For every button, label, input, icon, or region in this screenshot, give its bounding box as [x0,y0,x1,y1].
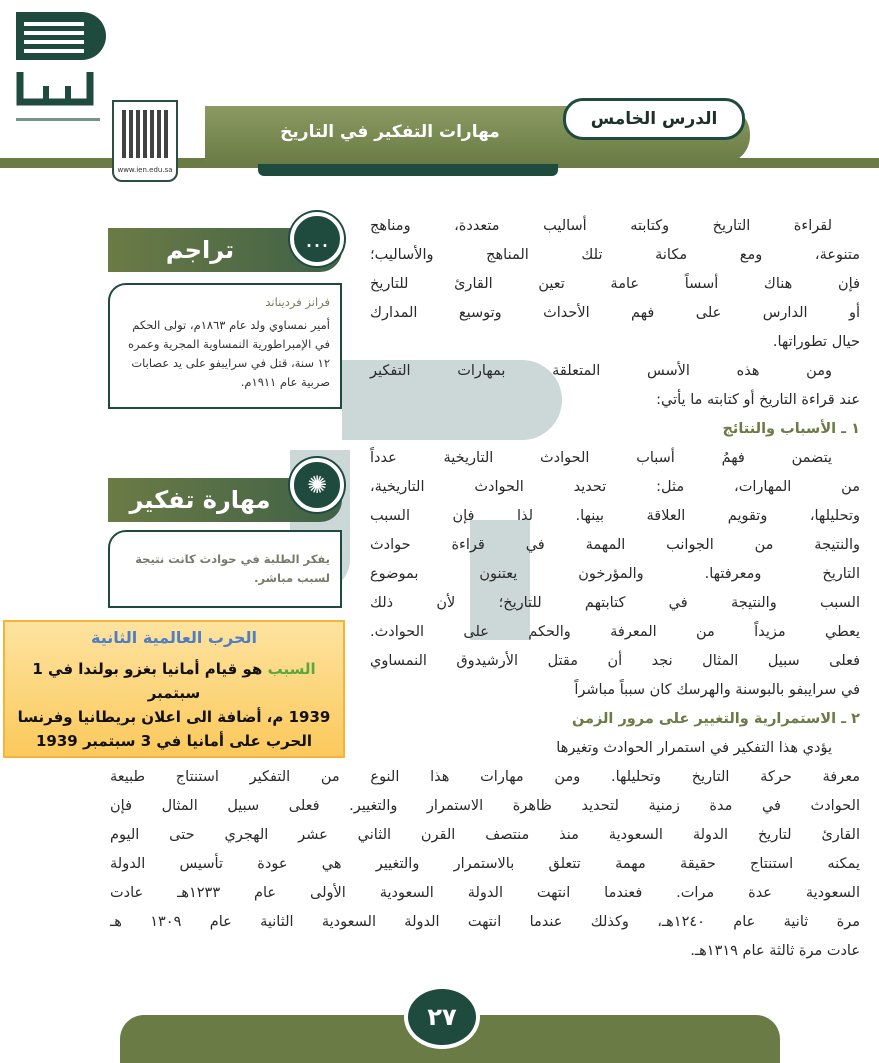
paragraph-line: السبب والنتيجة في كتابتهم للتاريخ؛ لأن ذلك [370,595,860,611]
qr-code-icon [122,110,170,158]
paragraph-line: لقراءة التاريخ وكتابته أساليب متعددة، ومناهج [370,218,832,234]
annotation-note [3,620,345,758]
paragraph-line: ومن هذه الأسس المتعلقة بمهارات التفكير [370,363,832,379]
lightbulb-icon: ✺ [290,458,344,512]
paragraph-line: وتحليلها، وتقويم العلاقة بينها. لذا فإن السبب [370,508,860,524]
note-line: 1939 م، أضافة الى اعلان بريطانيا وفرنسا [17,708,331,726]
paragraph-line: معرفة حركة التاريخ وتحليلها. ومن مهارات هذا النوع من التفكير استنتاج طبيعة [110,769,860,785]
note-cause-label: السبب [267,660,316,678]
paragraph-line: يعطي مزيداً من المعرفة والحكم على الحوادث. [370,624,860,640]
lesson-label: الدرس الخامس [563,98,745,140]
paragraph-line: يمكنه استنتاج حقيقة مهمة تتعلق بالاستمرار والتغيير هي عودة تأسيس الدولة [110,856,860,872]
paragraph-line: أو الدارس على فهم الأحداث وتوسيع المدارك [370,305,860,321]
skill-text: يفكر الطلبة في حوادث كانت نتيجة لسبب مباشر. [135,552,330,585]
paragraph-line: يؤدي هذا التفكير في استمرار الحوادث وتغيرها [556,740,832,756]
paragraph-line: في سرايبفو بالبوسنة والهرسك كان سبباً مباشراً [574,682,860,698]
upper-column [370,212,860,763]
biography-heading: تراجم [108,228,342,272]
section-heading: ٢ ـ الاستمرارية والتغيير على مرور الزمن [571,711,860,727]
biography-name: فرانز فرديناند [265,295,330,309]
paragraph-line: الحوادث في مدة زمنية لتحديد ظاهرة الاستمرار والتغيير. فعلى سبيل المثال فإن [110,798,860,814]
note-title: الحرب العالمية الثانية [91,628,257,647]
page-number: ٢٧ [404,985,480,1049]
lesson-title: مهارات التفكير في التاريخ [280,122,500,142]
paragraph-line: والنتيجة من الجوانب المهمة في قراءة حوادث [370,537,860,553]
paragraph-line: عادت مرة ثالثة عام ١٣١٩هـ. [690,943,860,959]
hulul-logo-icon [6,6,110,136]
skill-heading: مهارة تفكير [108,478,342,522]
speech-bubble-icon: … [290,212,344,266]
qr-code-box[interactable] [112,100,178,182]
paragraph-line: فإن هناك أسساً عامة تعين القارئ للتاريخ [370,276,860,292]
paragraph-line: حيال تطوراتها. [772,334,860,350]
section-heading: ١ ـ الأسباب والنتائج [722,421,860,437]
paragraph-line: عند قراءة التاريخ أو كتابته ما يأتي: [656,392,860,408]
note-body [5,657,343,753]
note-line: الحرب على أمانيا في 3 سبتمبر 1939 [35,732,312,750]
qr-url: www.ien.edu.sa [117,166,173,174]
biography-text: أمير نمساوي ولد عام ١٨٦٣م، تولى الحكم في الإمبراطورية النمساوية المجرية وعمره ١٢ سنة، قتل في سرايبفو على يد عصابات صربية عام ١٩١١م. [127,318,330,389]
header-accent [258,164,558,176]
paragraph-line: مرة ثانية عام ١٢٤٠هـ، وكذلك عندما انتهت الدولة السعودية الثانية عام ١٣٠٩ هـ [110,914,860,930]
main-text [110,212,860,966]
paragraph-line: السعودية عدة مرات. فعندما انتهت الدولة السعودية الأولى عام ١٢٣٣هـ عادت [110,885,860,901]
note-line: هو قيام أمانيا بغزو بولندا في 1 سبتمبر [32,660,263,702]
paragraph-line: فعلى سبيل المثال نجد أن مقتل الأرشيدوق النمساوي [370,653,860,669]
paragraph-line: متنوعة، ومع مكانة تلك المناهج والأساليب؛ [370,247,860,263]
paragraph-line: يتضمن فهمُ أسباب الحوادث التاريخية عدداً [370,450,832,466]
paragraph-line: القارئ لتاريخ الدولة السعودية منذ منتصف القرن الثاني عشر الهجري حتى اليوم [110,827,860,843]
paragraph-line: التاريخ ومعرفتها. والمؤرخون يعتنون بموضوع [370,566,860,582]
paragraph-line: من المهارات، مثل: تحديد الحوادث التاريخية، [370,479,860,495]
